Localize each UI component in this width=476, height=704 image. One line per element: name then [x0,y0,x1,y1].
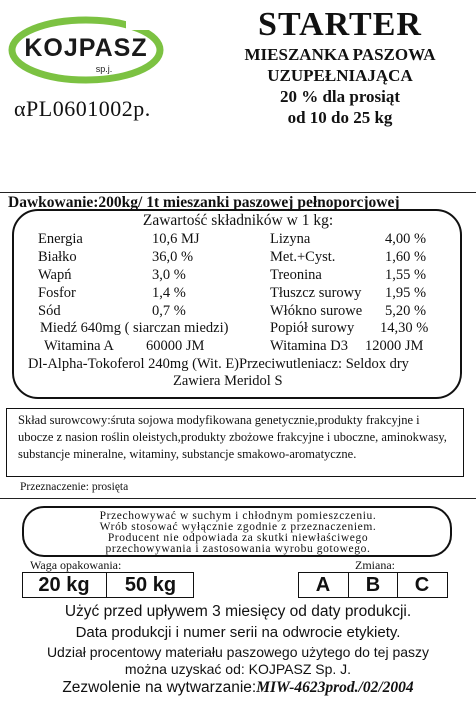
weight-label: Waga opakowania: [30,558,122,572]
storage-line1: Przechowywać w suchym i chłodnym pomieszczeniu. [99,510,377,522]
permit-line [0,679,476,697]
ash-name: Popiół surowy [270,320,355,336]
material-share-source: można uzyskać od: KOJPASZ Sp. J. [124,661,352,677]
ingredient-name: Treonina [270,267,322,283]
vitamin-d3-name: Witamina D3 [270,338,348,354]
expiry-note: Użyć przed upływem 3 miesięcy od daty produkcji. [64,603,412,620]
ingredient-value: 36,0 % [152,249,194,265]
product-code: αPL0601002p. [14,96,151,121]
ingredient-name: Tłuszcz surowy [270,285,362,301]
tocopherol-info: Dl-Alpha-Tokoferol 240mg (Wit. E)Przeciwutleniacz: Seldox dry [28,356,409,372]
divider-middle [0,498,476,499]
production-date-note: Data produkcji i numer serii na odwrocie etykiety. [75,624,401,641]
meridol-info: Zawiera Meridol S [173,373,283,389]
storage-line2: Wrób stosować wyłącznie zgodnie z przeznaczeniem. [99,521,377,533]
ash-value: 14,30 % [380,320,429,336]
vitamin-a-value: 60000 JM [146,338,205,354]
ingredient-name: Białko [38,249,77,265]
divider-top [0,192,476,193]
ingredient-name: Sód [38,303,61,319]
ingredient-name: Met.+Cyst. [270,249,336,265]
purpose-text: Przeznaczenie: prosięta [20,481,129,493]
material-share-note: Udział procentowy materiału paszowego użytego do tej paszy [46,644,430,660]
storage-line4: przechowywania i zastosowania wyrobu gotowego. [105,543,371,555]
product-title-block [205,6,475,128]
shift-option-b: B [365,574,381,596]
vitamin-a-name: Witamina A [44,338,114,354]
ingredients-title: Zawartość składników w 1 kg: [142,212,334,229]
ingredient-value: 5,20 % [385,303,427,319]
storage-line3: Producent nie odpowiada za skutki niewłaściwego [107,532,369,544]
kojpasz-logo [8,14,168,86]
ingredient-name: Energia [38,231,83,247]
ingredient-value: 1,95 % [385,285,427,301]
ingredient-value: 10,6 MJ [152,231,200,247]
ingredient-value: 0,7 % [152,303,186,319]
logo-suffix: sp.j. [95,64,113,74]
product-weight-range: od 10 do 25 kg [287,108,393,127]
permit-label: Zezwolenie na wytwarzanie: [62,679,257,696]
product-type-line2: UZUPEŁNIAJĄCA [267,66,413,85]
vitamin-d3-value: 12000 JM [365,338,424,354]
ingredient-name: Fosfor [38,285,76,301]
ingredient-name: Wapń [38,267,72,283]
ingredient-name: Lizyna [270,231,311,247]
shift-label: Zmiana: [355,558,395,572]
copper-info: Miedź 640mg ( siarczan miedzi) [40,320,229,336]
storage-text [30,511,446,555]
logo-text: KOJPASZ [24,34,148,62]
product-name: STARTER [258,6,422,43]
shift-option-a: A [315,574,331,596]
permit-number: MIW-4623prod./02/2004 [256,679,414,696]
weight-option-20kg: 20 kg [38,574,90,596]
product-target: 20 % dla prosiąt [279,87,401,106]
composition-text: Skład surowcowy:śruta sojowa modyfikowana genetycznie,produkty frakcyjne i ubocze z nasion roślin oleistych,produkty zbożowe frakcyjne i uboczne, aminokwasy, substancje mineralne, witaminy, substancje smakowo-aromatyczne. [18,413,447,461]
product-type-line1: MIESZANKA PASZOWA [244,45,436,64]
shift-option-c: C [414,574,430,596]
ingredient-value: 3,0 % [152,267,186,283]
ingredient-value: 1,4 % [152,285,186,301]
ingredient-value: 1,55 % [385,267,427,283]
ingredient-value: 1,60 % [385,249,427,265]
dosage-text: Dawkowanie:200kg/ 1t mieszanki paszowej pełnoporcjowej [8,194,400,211]
weight-option-50kg: 50 kg [124,574,177,596]
ingredient-name: Włókno surowe [270,303,363,319]
ingredient-value: 4,00 % [385,231,427,247]
